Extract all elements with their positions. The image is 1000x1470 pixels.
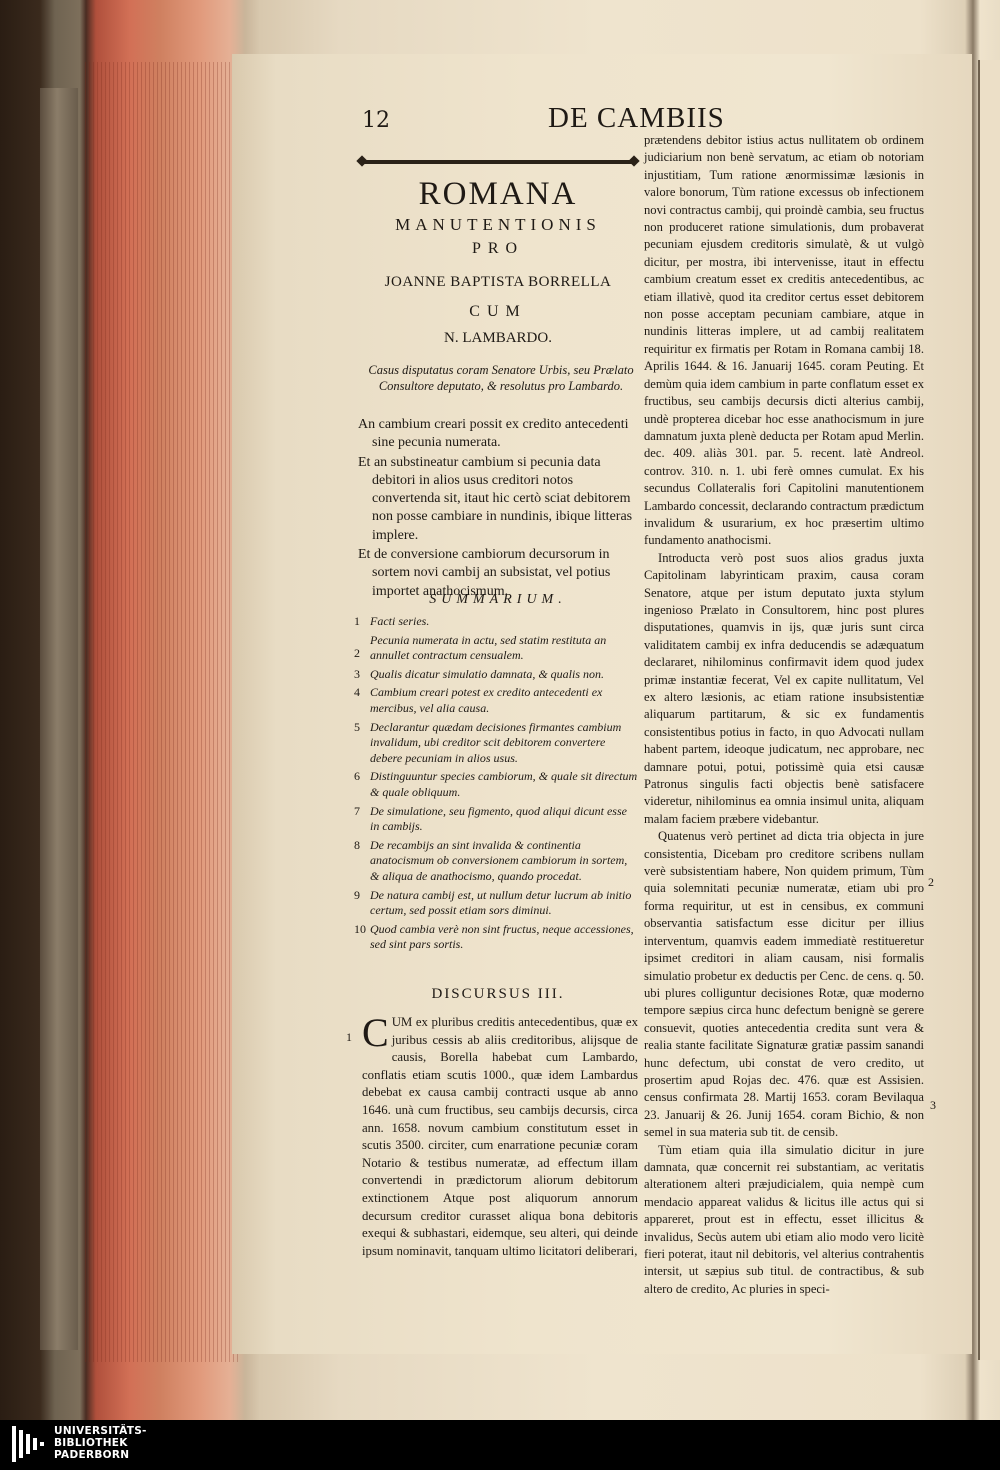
right-column bbox=[644, 132, 924, 1298]
summary-number: 7 bbox=[354, 803, 360, 818]
library-logo-icon bbox=[8, 1424, 48, 1464]
casus-note: Casus disputatus coram Senatore Urbis, seu Prælato Consultore deputato, & resolutus pro Lambardo. bbox=[368, 363, 634, 393]
discursus-body bbox=[362, 1010, 638, 1260]
case-title: ROMANA bbox=[418, 176, 578, 212]
summary-item bbox=[354, 720, 638, 767]
summary-number: 5 bbox=[354, 719, 360, 734]
discursus-text: UM ex pluribus creditis antecedentibus, quæ ex juribus cessis ab aliis creditoribus, alijsque de causis, Borella habebat cum Lambardo, conflatis etiam scutis 1000., quæ idem Lambardus debebat ex causa cambij contracti usque ab anno 1646. unà cum fructibus, seu cambijs decursis, circa ann. 1658. novum cambium constitutum esset in scutis 3500. circiter, cum enarratione pecuniæ coram Notario & testibus numeratæ, ad effectum illam convertendi in prædictorum aliorum debitorum extinctionem Atque post aliquorum annorum decursum creditor curasset aliqua bona debitoris exequi & subhastari, eidemque, seu alteri, qui deinde ipsum nominavit, tanquam ultimo licitatori deliberari, bbox=[362, 1015, 638, 1258]
library-footer bbox=[0, 1420, 1000, 1470]
summary-item bbox=[354, 667, 638, 683]
margin-number-1: 1 bbox=[346, 1030, 352, 1044]
summary-text: Distinguuntur species cambiorum, & quale sit directum & quale obliquum. bbox=[370, 769, 638, 799]
margin-number-3: 3 bbox=[930, 1098, 936, 1112]
summary-text: De recambijs an sint invalida & continentia anatocismum ob conversionem cambiorum in sortem, & aliqua de anathocismo, quando procedat. bbox=[370, 837, 628, 883]
summary-item bbox=[354, 633, 638, 664]
summary-text: Facti series. bbox=[370, 614, 430, 628]
summarium-heading: SUMMARIUM. bbox=[429, 592, 567, 607]
paragraph: Tùm etiam quia illa simulatio dicitur in jure damnata, quæ concernit rei substantiam, ac veritatis alterationem alteri præjudicialem, quia nempè cum mendacio appareat validus & licitus ille actus qui si appareret, prout est in effectu, esset illicitus & invalidus, Secùs autem ubi etiam alio modo vero licitè fieri poterat, itaut nil debitoris, vel alterius contrahentis intersit, ut sæpius sub titul. de contractibus, & sub altero de credito, Ac pluries in speci- bbox=[644, 1142, 924, 1296]
summary-text: Cambium creari potest ex credito antecedenti ex mercibus, vel alia causa. bbox=[370, 685, 603, 715]
drop-cap: C bbox=[362, 1010, 389, 1055]
summary-item bbox=[354, 804, 638, 835]
question-1: An cambium creari possit ex credito antecedenti sine pecunia numerata. bbox=[358, 417, 629, 451]
paragraph: Introducta verò post suos alios gradus juxta Capitolinam labyrinticam praxim, causa coram Senatore, atque per istum deputato juxta stylum ingenioso Prælato in Consultorem, hinc post plures disputationes, quamvis in ijs, quæ juris sunt circa validitatem cambij ex infra deducendis se adæquatum declararet, nihilominus confirmavit idem quod judex primæ instantiæ fecerat, Vel ex capite nullitatum, Vel ex altero læsionis, ac etiam ratione insubsistentiæ aliquarum partitarum, & sic ex fundamentis consistentibus potius in facto, in quo Advocati nullam habent partem, ideoque judicatum, nec approbare, nec damnare potui, potui, potissimè quia etsi causæ Patronus singulis facti objectis benè satisfacere videretur, nihilominus ea omnia insimul unita, aliquam malam faciem præbere videbantur. bbox=[644, 550, 924, 826]
summary-text: De natura cambij est, ut nullum detur lucrum ab initio certum, sed possit etiam sors diminui. bbox=[370, 887, 632, 918]
library-name-line: PADERBORN bbox=[54, 1449, 130, 1461]
page-edges bbox=[82, 62, 240, 1362]
legal-questions bbox=[358, 416, 638, 602]
summary-number: 6 bbox=[354, 769, 360, 784]
summary-item bbox=[354, 685, 638, 716]
party-one: JOANNE BAPTISTA BORRELLA bbox=[384, 274, 612, 290]
summary-item bbox=[354, 888, 638, 919]
question-3: Et de conversione cambiorum decursorum in sortem novi cambij an subsistat, vel potius importet anathocismum. bbox=[358, 547, 611, 599]
discursus-heading: DISCURSUS III. bbox=[431, 986, 565, 1002]
paragraph: Quatenus verò pertinet ad dicta tria objecta in jure consistentia, Dicebam pro creditore scribens nullam verè subsistentiam habere, Non quidem primum, Tùm quia solemnitati pecuniæ numeratæ, etiam ubi pro forma requiritur, ut est in censibus, ex communi observantia satisfactum esse dicitur per illius interventum, quamvis eadem immediatè restitueretur ipsimet creditori in aliam causam, nisi formalis simulatio probetur ex deductis per Cenc. de cens. q. 50. ubi plures colliguntur decisiones Rotæ, quæ moderno tempore sæpius circa hunc defectum benignè se gerere consuevit, quoties antecedentia credita sunt vera & realia stante facilitate Signaturæ gratiæ passim sanandi hunc defectum, ubi constat de vero credito, ut prosertim apud Rojas dec. 476. quæ est Assisien. census confirmata 28. Martij 1653. coram Bevilaqua 23. Januarij & 26. Junij 1654. coram Bichio, & non semel in sua materia sub tit. de censib. bbox=[644, 829, 924, 1140]
summary-item bbox=[354, 922, 638, 953]
summary-text: Quod cambia verè non sint fructus, neque accessiones, sed sint pars sortis. bbox=[370, 921, 634, 952]
case-subtitle: MANUTENTIONIS bbox=[395, 215, 601, 234]
summary-text: De simulatione, seu figmento, quod aliqui dicunt esse in cambijs. bbox=[370, 803, 627, 834]
summary-number: 1 bbox=[354, 614, 360, 628]
cum-line: CUM bbox=[469, 303, 527, 320]
pro-line: PRO bbox=[471, 240, 525, 257]
summary-number: 9 bbox=[354, 887, 360, 902]
library-name-line: BIBLIOTHEK bbox=[54, 1437, 128, 1449]
summary-text: Declarantur quædam decisiones firmantes cambium invalidum, ubi creditor scit debitorem convertere debere pecuniam in alios usus. bbox=[370, 719, 622, 765]
summary-text: Pecunia numerata in actu, sed statim restituta an annullet contractum censualem. bbox=[370, 632, 607, 663]
summary-number: 10 bbox=[354, 921, 366, 936]
right-page-edge bbox=[978, 60, 1000, 1360]
summary-item bbox=[354, 614, 638, 630]
book-spine bbox=[40, 88, 78, 1350]
library-name-line: UNIVERSITÄTS- bbox=[54, 1425, 147, 1437]
page-number: 12 bbox=[362, 108, 390, 133]
summary-number: 4 bbox=[354, 685, 360, 700]
paragraph: prætendens debitor istius actus nullitatem ob ordinem judiciarium non benè servatum, ac etiam ob notoriam injustitiam, Tum ratione ænormissimæ læsionis in valore bonorum, Tùm ratione excessus ob infectionem novi contractus cambij, qui proindè cambia, seu fructus non produceret ratione simulationis, dum probaverat pecuniam ejusdem creditoris simulatè, & ut vulgò dicitur, per mostra, ibi intervenisse, itaut in effectu cambium creatum esset ex creditis antecedentibus, ac etiam illativè, quod ita creditor certus esset debitorem non posse acceptam pecuniam cambiare, atque in nundinis litteras implere, ut ad cambij realitatem requiritur ex firmatis per Rotam in Romana cambij 18. Aprilis 1644. & 16. Januarij 1645. coram Peuting. Et demùm quia idem cambium in parte conflatum esset ex fructibus, seu cambijs decursis dicti alterius cambij, undè propterea dicebar hoc esse anathocismum in jure damnatum juxta plenè deducta per Rotam apud Merlin. dec. 409. aliàs 301. par. 5. recent. latè Andreol. controv. 310. n. 1. ubi ferè omnes cumulat. Ex his secundus Collateralis fori Capitolini manutentionem Lambardo concessit, declarando contractum prædictum invalidum & usurarium, ex hoc præsertim ultimo fundamento anathocismi. bbox=[644, 133, 924, 548]
summary-text: Qualis dicatur simulatio damnata, & qualis non. bbox=[370, 666, 605, 681]
summary-item bbox=[354, 769, 638, 800]
ornamental-rule bbox=[362, 160, 634, 164]
summary-item bbox=[354, 838, 638, 885]
summary-list: 1 Facti series. Pecunia numerata in actu, sed statim restituta an annullet contractum censualem. 2 3 Qualis dicatur simulatio damnata, & qualis non. 4 Cambium creari potest ex credito antecedenti ex mercibus, vel alia causa. 5 Declarantur quædam decisiones firmantes cambium invalidum, ubi creditor scit debitorem convertere debere pecuniam in alios usus. 6 Distinguuntur species cambiorum, & quale sit directum & quale obliquum. 7 De simulatione, seu figmento, quod aliqui dicunt esse in cambijs. 8 De recambijs an sint invalida & continentia anatocismum ob conversionem cambiorum in sortem, & aliqua de anathocismo, quando procedat. 9 De natura cambij est, ut nullum detur lucrum ab initio certum, sed possit etiam sors diminui. 10 Quod cambia verè non sint fructus, neque accessiones, sed sint pars sortis. bbox=[354, 614, 638, 952]
running-head: DE CAMBIIS bbox=[548, 102, 725, 134]
library-name bbox=[54, 1425, 147, 1461]
question-2: Et an substineatur cambium si pecunia data debitori in alios usus creditori notos convertenda sit, itaut hic certò sciat debitorem non posse cambiare in nundinis, ibique litteras implere. bbox=[358, 454, 633, 543]
summary-number: 3 bbox=[354, 666, 360, 681]
margin-number-2: 2 bbox=[928, 875, 934, 889]
summary-number: 8 bbox=[354, 837, 360, 852]
party-two: N. LAMBARDO. bbox=[444, 330, 552, 346]
